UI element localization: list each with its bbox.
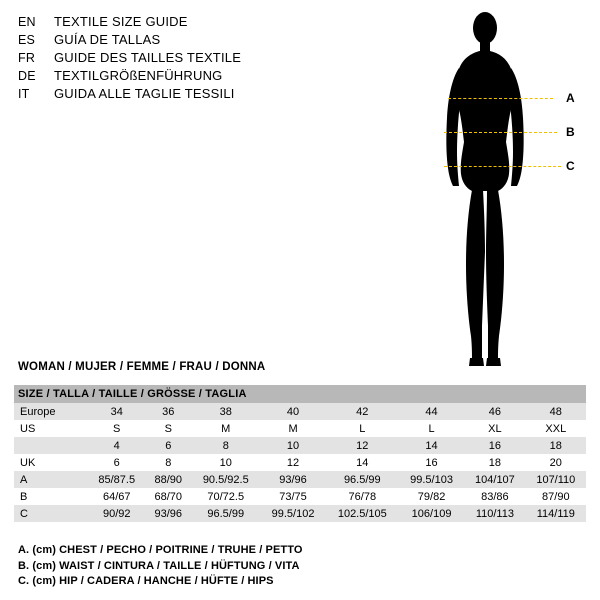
footnote-c: C. (cm) HIP / CADERA / HANCHE / HÜFTE / HIPS	[18, 575, 274, 587]
cell: 106/109	[399, 505, 464, 522]
cell: 107/110	[526, 471, 586, 488]
cell: 93/96	[260, 471, 325, 488]
table-row	[14, 437, 586, 454]
language-row	[18, 50, 338, 68]
cell: 20	[526, 454, 586, 471]
cell: 44	[399, 403, 464, 420]
cell: 16	[464, 437, 525, 454]
cell: 99.5/103	[399, 471, 464, 488]
cell: 42	[326, 403, 399, 420]
table-row	[14, 505, 586, 522]
cell: 10	[260, 437, 325, 454]
cell: 83/86	[464, 488, 525, 505]
language-code: EN	[18, 15, 36, 29]
table-header-label: SIZE / TALLA / TAILLE / GRÖSSE / TAGLIA	[14, 385, 586, 403]
measure-label-a: A	[566, 91, 575, 105]
cell: 16	[399, 454, 464, 471]
table-row	[14, 471, 586, 488]
cell: XL	[464, 420, 525, 437]
size-table	[14, 385, 586, 522]
cell: 4	[88, 437, 145, 454]
measure-label-c: C	[566, 159, 575, 173]
cell: 64/67	[88, 488, 145, 505]
cell: 14	[399, 437, 464, 454]
cell: 38	[191, 403, 260, 420]
row-label: C	[14, 505, 88, 522]
cell: XXL	[526, 420, 586, 437]
cell: 93/96	[145, 505, 191, 522]
table-row	[14, 488, 586, 505]
table-row	[14, 420, 586, 437]
cell: 14	[326, 454, 399, 471]
cell: S	[145, 420, 191, 437]
cell: 68/70	[145, 488, 191, 505]
row-label	[14, 437, 88, 454]
language-code: FR	[18, 51, 36, 65]
section-title: WOMAN / MUJER / FEMME / FRAU / DONNA	[18, 361, 266, 373]
cell: M	[260, 420, 325, 437]
table-row	[14, 403, 586, 420]
cell: L	[326, 420, 399, 437]
table-header-row	[14, 385, 586, 403]
footnotes	[18, 543, 303, 590]
cell: S	[88, 420, 145, 437]
table-row	[14, 454, 586, 471]
cell: 104/107	[464, 471, 525, 488]
row-label: Europe	[14, 403, 88, 420]
language-text: TEXTILE SIZE GUIDE	[54, 14, 188, 29]
language-code: ES	[18, 33, 36, 47]
silhouette-icon	[430, 6, 600, 376]
cell: 73/75	[260, 488, 325, 505]
cell: 85/87.5	[88, 471, 145, 488]
cell: 18	[464, 454, 525, 471]
cell: 18	[526, 437, 586, 454]
hip-measure-line	[444, 166, 561, 167]
cell: 88/90	[145, 471, 191, 488]
cell: 99.5/102	[260, 505, 325, 522]
cell: L	[399, 420, 464, 437]
cell: 40	[260, 403, 325, 420]
cell: 87/90	[526, 488, 586, 505]
language-row	[18, 32, 338, 50]
language-code: DE	[18, 69, 36, 83]
cell: 36	[145, 403, 191, 420]
cell: 12	[260, 454, 325, 471]
cell: 6	[145, 437, 191, 454]
language-header	[18, 14, 338, 104]
footnote-a: A. (cm) CHEST / PECHO / POITRINE / TRUHE / PETTO	[18, 544, 303, 556]
language-row	[18, 14, 338, 32]
cell: 34	[88, 403, 145, 420]
row-label: UK	[14, 454, 88, 471]
female-silhouette-figure	[430, 6, 600, 376]
language-text: GUIDE DES TAILLES TEXTILE	[54, 50, 242, 65]
cell: 8	[191, 437, 260, 454]
cell: 76/78	[326, 488, 399, 505]
language-row	[18, 86, 338, 104]
cell: 102.5/105	[326, 505, 399, 522]
cell: 8	[145, 454, 191, 471]
cell: M	[191, 420, 260, 437]
cell: 96.5/99	[326, 471, 399, 488]
cell: 110/113	[464, 505, 525, 522]
waist-measure-line	[444, 132, 557, 133]
cell: 96.5/99	[191, 505, 260, 522]
cell: 90/92	[88, 505, 145, 522]
cell: 48	[526, 403, 586, 420]
cell: 12	[326, 437, 399, 454]
measure-label-b: B	[566, 125, 575, 139]
cell: 79/82	[399, 488, 464, 505]
language-row	[18, 68, 338, 86]
language-text: TEXTILGRÖßENFÜHRUNG	[54, 68, 223, 83]
cell: 10	[191, 454, 260, 471]
cell: 6	[88, 454, 145, 471]
cell: 90.5/92.5	[191, 471, 260, 488]
footnote-b: B. (cm) WAIST / CINTURA / TAILLE / HÜFTUNG / VITA	[18, 559, 300, 572]
language-code: IT	[18, 87, 30, 101]
cell: 70/72.5	[191, 488, 260, 505]
cell: 114/119	[526, 505, 586, 522]
chest-measure-line	[448, 98, 553, 99]
row-label: A	[14, 471, 88, 488]
language-text: GUÍA DE TALLAS	[54, 32, 161, 47]
row-label: US	[14, 420, 88, 437]
row-label: B	[14, 488, 88, 505]
language-text: GUIDA ALLE TAGLIE TESSILI	[54, 86, 235, 101]
cell: 46	[464, 403, 525, 420]
